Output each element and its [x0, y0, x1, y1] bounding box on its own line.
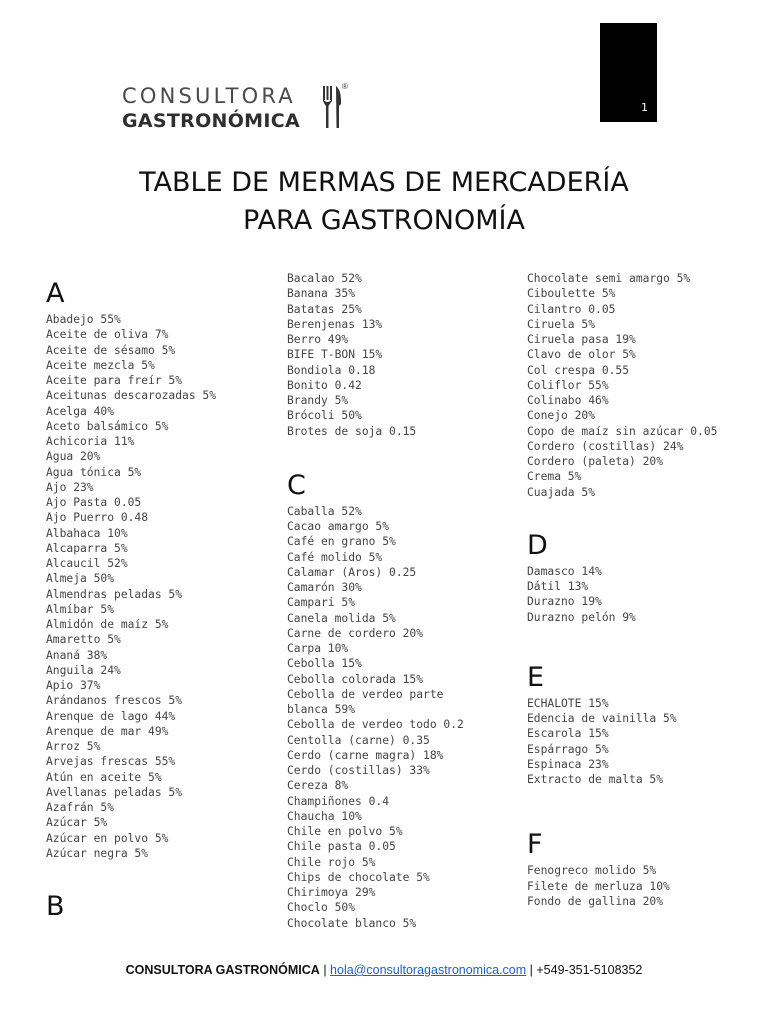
list-item: Almíbar 5%	[46, 602, 115, 616]
list-item: Almendras peladas 5%	[46, 587, 183, 601]
list-item: Cebolla 15%	[287, 657, 362, 671]
list-item: Ajo Puerro 0.48	[46, 511, 149, 525]
column-3	[527, 271, 759, 909]
list-item: Atún en aceite 5%	[46, 770, 162, 784]
page-title	[0, 164, 768, 240]
section-letter-d: D	[527, 529, 548, 561]
list-item: Durazno 19%	[527, 595, 602, 609]
section-letter-f: F	[527, 829, 543, 861]
list-item: Cebolla de verdeo todo 0.2	[287, 718, 464, 732]
list-b	[287, 271, 519, 439]
list-item: Cacao amargo 5%	[287, 520, 390, 533]
list-item: Acelga 40%	[46, 404, 115, 418]
registered-mark: ®	[342, 82, 348, 91]
list-item: Fenogreco molido 5%	[527, 864, 657, 878]
logo	[122, 82, 348, 133]
list-item: Arándanos frescos 5%	[46, 694, 183, 708]
list-item: Apio 37%	[46, 679, 101, 692]
list-item: Aceite de sésamo 5%	[46, 343, 176, 357]
list-item: Champiñones 0.4	[287, 794, 390, 808]
list-item: Ajo 23%	[46, 480, 94, 494]
list-item: Ciboulette 5%	[527, 287, 616, 301]
list-item: Chocolate semi amargo 5%	[527, 272, 691, 285]
page-number-box	[600, 23, 657, 122]
list-item: Centolla (carne) 0.35	[287, 733, 430, 747]
section-letter-c: C	[287, 469, 306, 501]
list-item: Abadejo 55%	[46, 313, 121, 326]
list-item: Coliflor 55%	[527, 378, 609, 392]
list-item: Chips de chocolate 5%	[287, 870, 430, 884]
list-item: Choclo 50%	[287, 901, 356, 915]
list-item: Anguila 24%	[46, 663, 121, 677]
list-item: Durazno pelón 9%	[527, 610, 636, 624]
list-item: Chaucha 10%	[287, 809, 362, 823]
list-item: Aceite de oliva 7%	[46, 328, 169, 342]
list-item: Cereza 8%	[287, 779, 349, 793]
list-item: Colinabo 46%	[527, 394, 609, 407]
list-item: Banana 35%	[287, 287, 356, 301]
list-item: Dátil 13%	[527, 580, 589, 593]
list-item: Café molido 5%	[287, 550, 383, 564]
list-item: Arenque de lago 44%	[46, 709, 176, 723]
list-item: Arvejas frescas 55%	[46, 755, 176, 769]
footer-phone: +549-351-5108352	[536, 963, 643, 977]
list-c	[287, 504, 519, 931]
list-item: Azafrán 5%	[46, 801, 115, 814]
list-item: Alcaparra 5%	[46, 541, 128, 555]
footer-company: CONSULTORA GASTRONÓMICA	[125, 963, 320, 977]
list-item: Ananá 38%	[46, 648, 108, 662]
list-item: Ciruela 5%	[527, 317, 596, 331]
list-item: Arroz 5%	[46, 740, 101, 753]
list-item: Bacalao 52%	[287, 272, 362, 285]
list-item: Avellanas peladas 5%	[46, 785, 183, 799]
title-line1: TABLE DE MERMAS DE MERCADERÍA	[139, 167, 629, 198]
list-item: Almeja 50%	[46, 572, 115, 586]
list-item: Aceto balsámico 5%	[46, 419, 169, 433]
list-item: Cilantro 0.05	[527, 302, 616, 316]
list-item: Fondo de gallina 20%	[527, 894, 664, 908]
list-item: Brotes de soja 0.15	[287, 424, 417, 438]
list-item: Aceite para freír 5%	[46, 374, 183, 387]
list-item: Espárrago 5%	[527, 742, 609, 756]
list-item: Azúcar en polvo 5%	[46, 831, 169, 845]
list-item: Amaretto 5%	[46, 633, 121, 647]
list-item: Filete de merluza 10%	[527, 879, 670, 893]
list-item: Clavo de olor 5%	[527, 348, 636, 362]
list-item: Chile rojo 5%	[287, 855, 376, 869]
list-item: Col crespa 0.55	[527, 363, 630, 377]
list-item: BIFE T-BON 15%	[287, 348, 383, 362]
list-item: Calamar (Aros) 0.25	[287, 565, 417, 579]
list-item: Edencia de vainilla 5%	[527, 712, 677, 725]
list-item: Chocolate blanco 5%	[287, 916, 417, 930]
list-item: Berro 49%	[287, 333, 349, 346]
list-item: Carpa 10%	[287, 642, 349, 655]
list-item: Brócoli 50%	[287, 409, 362, 423]
list-item: Bonito 0.42	[287, 378, 362, 392]
section-letter-a: A	[46, 278, 65, 309]
list-item: Albahaca 10%	[46, 526, 128, 540]
section-letter-b: B	[46, 891, 65, 922]
list-item: Alcaucil 52%	[46, 557, 128, 570]
list-a	[46, 312, 278, 861]
list-e	[527, 696, 759, 788]
list-item: Cerdo (costillas) 33%	[287, 764, 430, 777]
column-1	[46, 276, 278, 925]
list-item: Canela molida 5%	[287, 611, 396, 625]
footer-separator: |	[526, 963, 537, 977]
footer	[0, 963, 768, 977]
list-item: Chile pasta 0.05	[287, 840, 396, 854]
list-item: Escarola 15%	[527, 727, 609, 741]
list-item: Chile en polvo 5%	[287, 825, 403, 838]
list-c-continued	[527, 271, 759, 500]
column-2	[287, 271, 519, 931]
list-item: Arenque de mar 49%	[46, 724, 169, 738]
list-item: Aceite mezcla 5%	[46, 358, 155, 372]
list-item: Almidón de maíz 5%	[46, 618, 169, 631]
list-d	[527, 564, 759, 625]
list-item: Bondiola 0.18	[287, 363, 376, 377]
list-item: ECHALOTE 15%	[527, 696, 609, 710]
fork-knife-icon	[322, 84, 342, 130]
list-item: Azúcar 5%	[46, 816, 108, 830]
footer-separator: |	[319, 963, 331, 977]
list-item: Brandy 5%	[287, 394, 349, 407]
list-item: Café en grano 5%	[287, 535, 396, 549]
list-item: Berenjenas 13%	[287, 317, 383, 331]
list-item: Cebolla de verdeo parte blanca 59%	[287, 687, 444, 716]
list-item: Extracto de malta 5%	[527, 773, 664, 786]
list-item: Agua 20%	[46, 450, 101, 464]
list-item: Batatas 25%	[287, 302, 362, 316]
list-f	[527, 863, 759, 909]
list-item: Crema 5%	[527, 470, 582, 484]
list-item: Caballa 52%	[287, 504, 362, 518]
list-item: Ajo Pasta 0.05	[46, 496, 142, 509]
title-line2: PARA GASTRONOMÍA	[243, 205, 525, 236]
list-item: Chirimoya 29%	[287, 886, 376, 899]
list-item: Cuajada 5%	[527, 485, 596, 499]
logo-line2: GASTRONÓMICA	[122, 110, 301, 132]
list-item: Ciruela pasa 19%	[527, 333, 636, 346]
list-item: Espinaca 23%	[527, 757, 609, 771]
list-item: Campari 5%	[287, 596, 356, 610]
list-item: Conejo 20%	[527, 409, 596, 423]
list-item: Cebolla colorada 15%	[287, 672, 424, 686]
list-item: Copo de maíz sin azúcar 0.05	[527, 424, 718, 438]
list-item: Cordero (paleta) 20%	[527, 455, 664, 468]
footer-email-link[interactable]: hola@consultoragastronomica.com	[330, 963, 527, 977]
page-number: 1	[641, 101, 648, 114]
list-item: Achicoria 11%	[46, 435, 135, 448]
list-item: Damasco 14%	[527, 564, 602, 578]
list-item: Cerdo (carne magra) 18%	[287, 748, 444, 762]
section-letter-e: E	[527, 661, 545, 693]
list-item: Azúcar negra 5%	[46, 846, 149, 860]
list-item: Carne de cordero 20%	[287, 626, 424, 640]
logo-line1: CONSULTORA	[122, 84, 296, 108]
list-item: Camarón 30%	[287, 581, 362, 594]
list-item: Aceitunas descarozadas 5%	[46, 389, 217, 403]
list-item: Agua tónica 5%	[46, 465, 142, 479]
list-item: Cordero (costillas) 24%	[527, 439, 684, 453]
